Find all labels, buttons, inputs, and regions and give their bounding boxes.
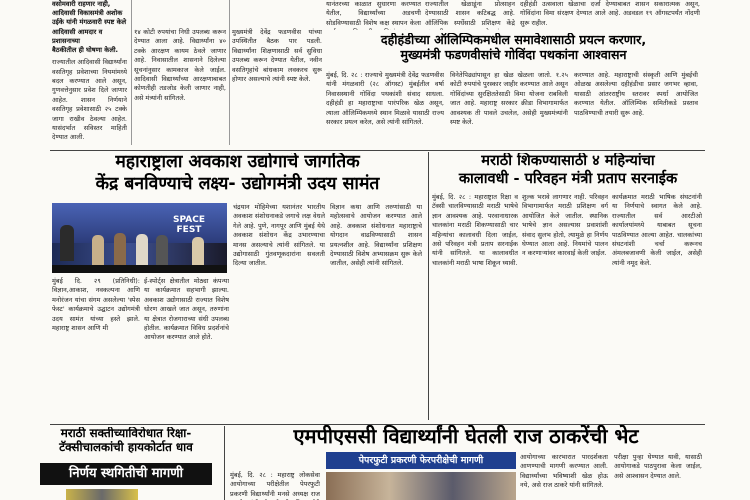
column-divider — [224, 426, 225, 500]
top-col-5: राज्यातील खेळाडूंना प्रोत्साहन देण्यासाठी शासन कटिबद्ध आहे. ऑलिंपिक स्पर्धेसाठी प्रशिक्षण केंद्रे — [425, 0, 515, 27]
olympic-body-2: विनेतेपिढ्यांपासून हा खेळ खेळला जातो. १.२५ कोटी रुपयांचे पुरस्कार जाहीर करण्यात आले असून गोविंदांच्या सुरक्षिततेसाठी विमा योजना राबविली जात आहे. महाराष्ट्र सरकार क्रीडा विभागामार्फत आवश्यक ती पावले उचलेल, असेही मुख्यमंत्र्यांनी स्पष्ट केले. — [450, 71, 568, 127]
column-divider — [229, 0, 230, 145]
mpsc-body-col-1: मुंबई, दि. २८ : महाराष्ट्र लोकसेवा आयोगाच्या परीक्षेतील पेपरफुटी प्रकरणी विद्यार्थ्यांनी मनसे अध्यक्ष राज — [230, 471, 320, 498]
section-divider — [50, 150, 705, 151]
lead-line: उईके यांनी मंगळवारी स्पष्ट केले — [52, 18, 127, 27]
top-col-3: मुख्यमंत्री देवेंद्र फडणवीस यांच्या उपस्थितीत बैठक पार पडली. विद्यार्थ्यांना शिक्षणासाठी सर्व सुविधा उपलब्ध करून देण्यात येतील, नवीन वसतिगृहांचे बांधकाम लवकरच सुरू होणार असल्याचे त्यांनी स्पष्ट केले. — [232, 28, 322, 84]
industry-body-col-2: ई-स्पोर्ट्स क्षेत्रातील मोठ्या कंपन्या या कार्यक्रमात सहभागी झाल्या. अवकाश उद्योगासाठी राज्यात विशेष धोरण आखले जात असून, तरुणांना या क्षेत्रात रोजगाराच्या संधी उपलब्ध होतील. कार्यक्रमात विविध प्रदर्शनांचे आयोजन करण्यात आले होते. — [144, 277, 229, 342]
logo-line: SPACE — [173, 215, 205, 225]
transport-headline-2: कालावधी - परिवहन मंत्री प्रताप सरनाईक — [458, 170, 678, 188]
space-fest-photo — [52, 203, 227, 273]
top-col-2: १४ कोटी रुपयांचा निधी उपलब्ध करून देण्यात आला आहे. विद्यार्थ्यांना ४० टक्के आरक्षण कायम ठेवले जाणार आहे. निवासातील शासनाने दिलेल्या सूचनांनुसार कामकाज केले जाईल. आदिवासी विद्यार्थ्यांच्या आरक्षणाबाबत कोणतीही तडजोड केली जाणार नाही, असे मंत्र्यांनी सांगितले. — [134, 28, 226, 102]
person-figure — [114, 233, 126, 265]
lead-line: आदिवासी आमदार व प्रशासनाच्या — [52, 27, 103, 45]
olympic-story — [326, 33, 701, 148]
transport-body-col-1: मुंबई, दि. २८ : महाराष्ट्रात रिक्षा व टॅक्सी चालविण्यासाठी मराठी भाषेचे ज्ञान आवश्यक आहे. परवानाधारक चालकांना मराठी शिकण्यासाठी चार महिन्यांचा कालावधी दिला जाईल, असे परिवहन मंत्री प्रताप सरनाईक यांनी सांगितले. या कालावधीत चालकांनी मराठी भाषा शिकून घ्यावी. — [432, 193, 518, 267]
mpsc-photo — [326, 472, 516, 500]
taxi-headline-2: टॅक्सीचालकांची हायकोर्टात धाव — [59, 440, 193, 455]
industry-body-col-4: विज्ञान कथा आणि तरुणांसाठी या महोत्सवाचे आयोजन करण्यात आले आहे. अवकाश संशोधनात महाराष्ट्राचे योगदान वाढविण्यासाठी शासन प्रयत्नशील आहे. विद्यार्थ्यांना प्रशिक्षण देण्यासाठी विशेष अभ्यासक्रम सुरू केले जातील, असेही त्यांनी सांगितले. — [330, 203, 422, 268]
industry-story — [50, 153, 425, 423]
olympic-headline-1: दहीहंडीच्या ऑलिम्पिकमधील समावेशासाठी प्रयत्न करणार, — [380, 33, 647, 47]
column-divider — [131, 0, 132, 145]
person-figure — [192, 237, 204, 265]
industry-body-col-1: मुंबई दि. २९ (प्रतिनिधी): विज्ञान,आकाश, नवकल्पना आणि मनोरंजन यांचा संगम असलेल्या 'स्पेस फेस्ट' कार्यक्रमाचे उद्घाटन उद्योगमंत्री उदय सामंत यांच्या हस्ते झाले. महाराष्ट्र शासन आणि मी — [52, 277, 140, 333]
taxi-photo — [66, 489, 138, 500]
mpsc-story — [228, 425, 704, 500]
top-col-6: दहीहंडी उत्सवाला खेळाचा दर्जा देण्याबाबत शासन सकारात्मक असून, गोविंदांना विमा संरक्षण देण्यात आले आहे. अडवडल १९ ऑगस्टपर्यंत नोंदणी सुरू राहील. — [520, 0, 700, 27]
top-col-1-body: राज्यातील आदिवासी विद्यार्थ्यांना वसतिगृह प्रवेशाच्या नियमांमध्ये बदल करण्यात आले असून, गुणवत्तेनुसार प्रवेश दिले जाणार आहेत. शासन निर्णयाने वसतिगृह प्रवेशासाठी २५ टक्के जागा राखीव ठेवल्या आहेत. यासंदर्भात सविस्तर माहिती देण्यात आली. — [52, 58, 127, 142]
olympic-body-1: मुंबई, दि. २८ : राज्याचे मुख्यमंत्री देवेंद्र फडणवीस यांनी मंगळवारी (२८ ऑगस्ट) मुंबईतील वर्षा निवासस्थानी गोविंदा पथकांशी संवाद साधला. दहीहंडी हा महाराष्ट्राचा पारंपरिक खेळ असून, त्याला ऑलिम्पिकमध्ये स्थान मिळावे यासाठी राज्य सरकार प्रयत्न करेल, असे त्यांनी सांगितले. — [326, 71, 444, 127]
olympic-headline-2: मुख्यमंत्री फडणवीसांचे गोविंदा पथकांना आश्वासन — [400, 47, 627, 63]
industry-headline-2: केंद्र बनविण्याचे लक्ष्य- उद्योगमंत्री उदय सामंत — [95, 173, 380, 194]
top-col-1 — [52, 0, 127, 145]
person-figure — [136, 234, 148, 265]
taxi-story — [30, 427, 222, 500]
transport-body-col-2: शुल्क भरावे लागणार नाही. परिवहन विभागामार्फत मराठी प्रशिक्षण वर्ग आयोजित केले जातील. स्थानिक भाषेचे ज्ञान असल्यास प्रवाशांशी संवाद सुलभ होतो, त्यामुळे हा निर्णय घेण्यात आला आहे. नियमांचे पालन न करणाऱ्यांवर कारवाई केली जाईल. — [522, 193, 608, 258]
mpsc-body-col-2: आयोगाच्या कारभारात पारदर्शकता आणण्याची मागणी करण्यात आली. विद्यार्थ्यांच्या भविष्याशी खेळ होऊ नये, असे राज ठाकरे यांनी सांगितले. — [520, 453, 608, 490]
olympic-body-3: करण्यात आहे. महाराष्ट्राची संस्कृती आणि मुंबईची ओळख असलेल्या दहीहंडीचा प्रसार जगभर व्हावा, यासाठी आंतरराष्ट्रीय स्तरावर स्पर्धा आयोजित करण्यात येतील. ऑलिम्पिक समितीकडे प्रस्ताव पाठविण्याची तयारी सुरू आहे. — [574, 71, 698, 117]
taxi-banner: निर्णय स्थगितीची मागणी — [40, 463, 212, 485]
transport-headline-1: मराठी शिकण्यासाठी ४ महिन्यांचा — [481, 153, 655, 169]
mpsc-sub-banner: पेपरफुटी प्रकरणी फेरपरीक्षेची मागणी — [326, 452, 516, 469]
stage-floor — [52, 265, 227, 273]
top-col-1-lead — [52, 0, 127, 55]
transport-body-col-3: कार्यक्रमात मराठी भाषिक संघटनांनी या निर्णयाचे स्वागत केले आहे. राज्यातील सर्व आरटीओ कार्यालयांमध्ये याबाबत सूचना पाठविण्यात आल्या आहेत. चालकांच्या संघटनांशी चर्चा करूनच अंमलबजावणी केली जाईल, असेही त्यांनी नमूद केले. — [612, 193, 702, 267]
transport-story — [432, 153, 704, 423]
lead-line: आदिवासी विकासमंत्री अशोक — [52, 9, 123, 18]
industry-headline-1: महाराष्ट्राला अवकाश उद्योगाचे जागतिक — [115, 153, 360, 172]
industry-body-col-3: चंद्रयान मोहिमेच्या यशानंतर भारतीय अवकाश संशोधनाकडे जगाचे लक्ष वेधले गेले आहे. पुणे, नागपूर आणि मुंबई येथे अवकाश संशोधन केंद्र उभारण्याचा मानस असल्याचे त्यांनी सांगितले. या उद्योगासाठी गुंतवणूकदारांना सवलती दिल्या जातील. — [233, 203, 325, 268]
mpsc-headline: एमपीएससी विद्यार्थ्यांनी घेतली राज ठाकरेंची भेट — [293, 425, 639, 448]
lead-line: वसोमवारी राहणार नाही, — [52, 0, 111, 8]
lead-line: बैठकीतील ही घोषणा केली. — [52, 46, 119, 55]
space-fest-logo — [164, 215, 214, 235]
taxi-headline-1: मराठी सक्तीच्याविरोधात रिक्षा- — [60, 427, 192, 440]
mpsc-body-col-3: परीक्षा पुन्हा घेण्यात यावी, यासाठी आयोगाकडे पाठपुरावा केला जाईल, असे आश्वासन देण्यात आले. — [614, 453, 702, 480]
speaker-figure — [60, 225, 74, 261]
person-figure — [156, 235, 168, 265]
column-divider — [428, 152, 429, 420]
person-figure — [92, 235, 104, 265]
top-col-4: यानंतरच्या काळात सुधारणा करण्यात येतील, विद्यार्थ्यांच्या अडचणी सोडविण्यासाठी विशेष कक्ष स्थापन केला — [326, 0, 421, 27]
logo-line: FEST — [176, 225, 202, 235]
